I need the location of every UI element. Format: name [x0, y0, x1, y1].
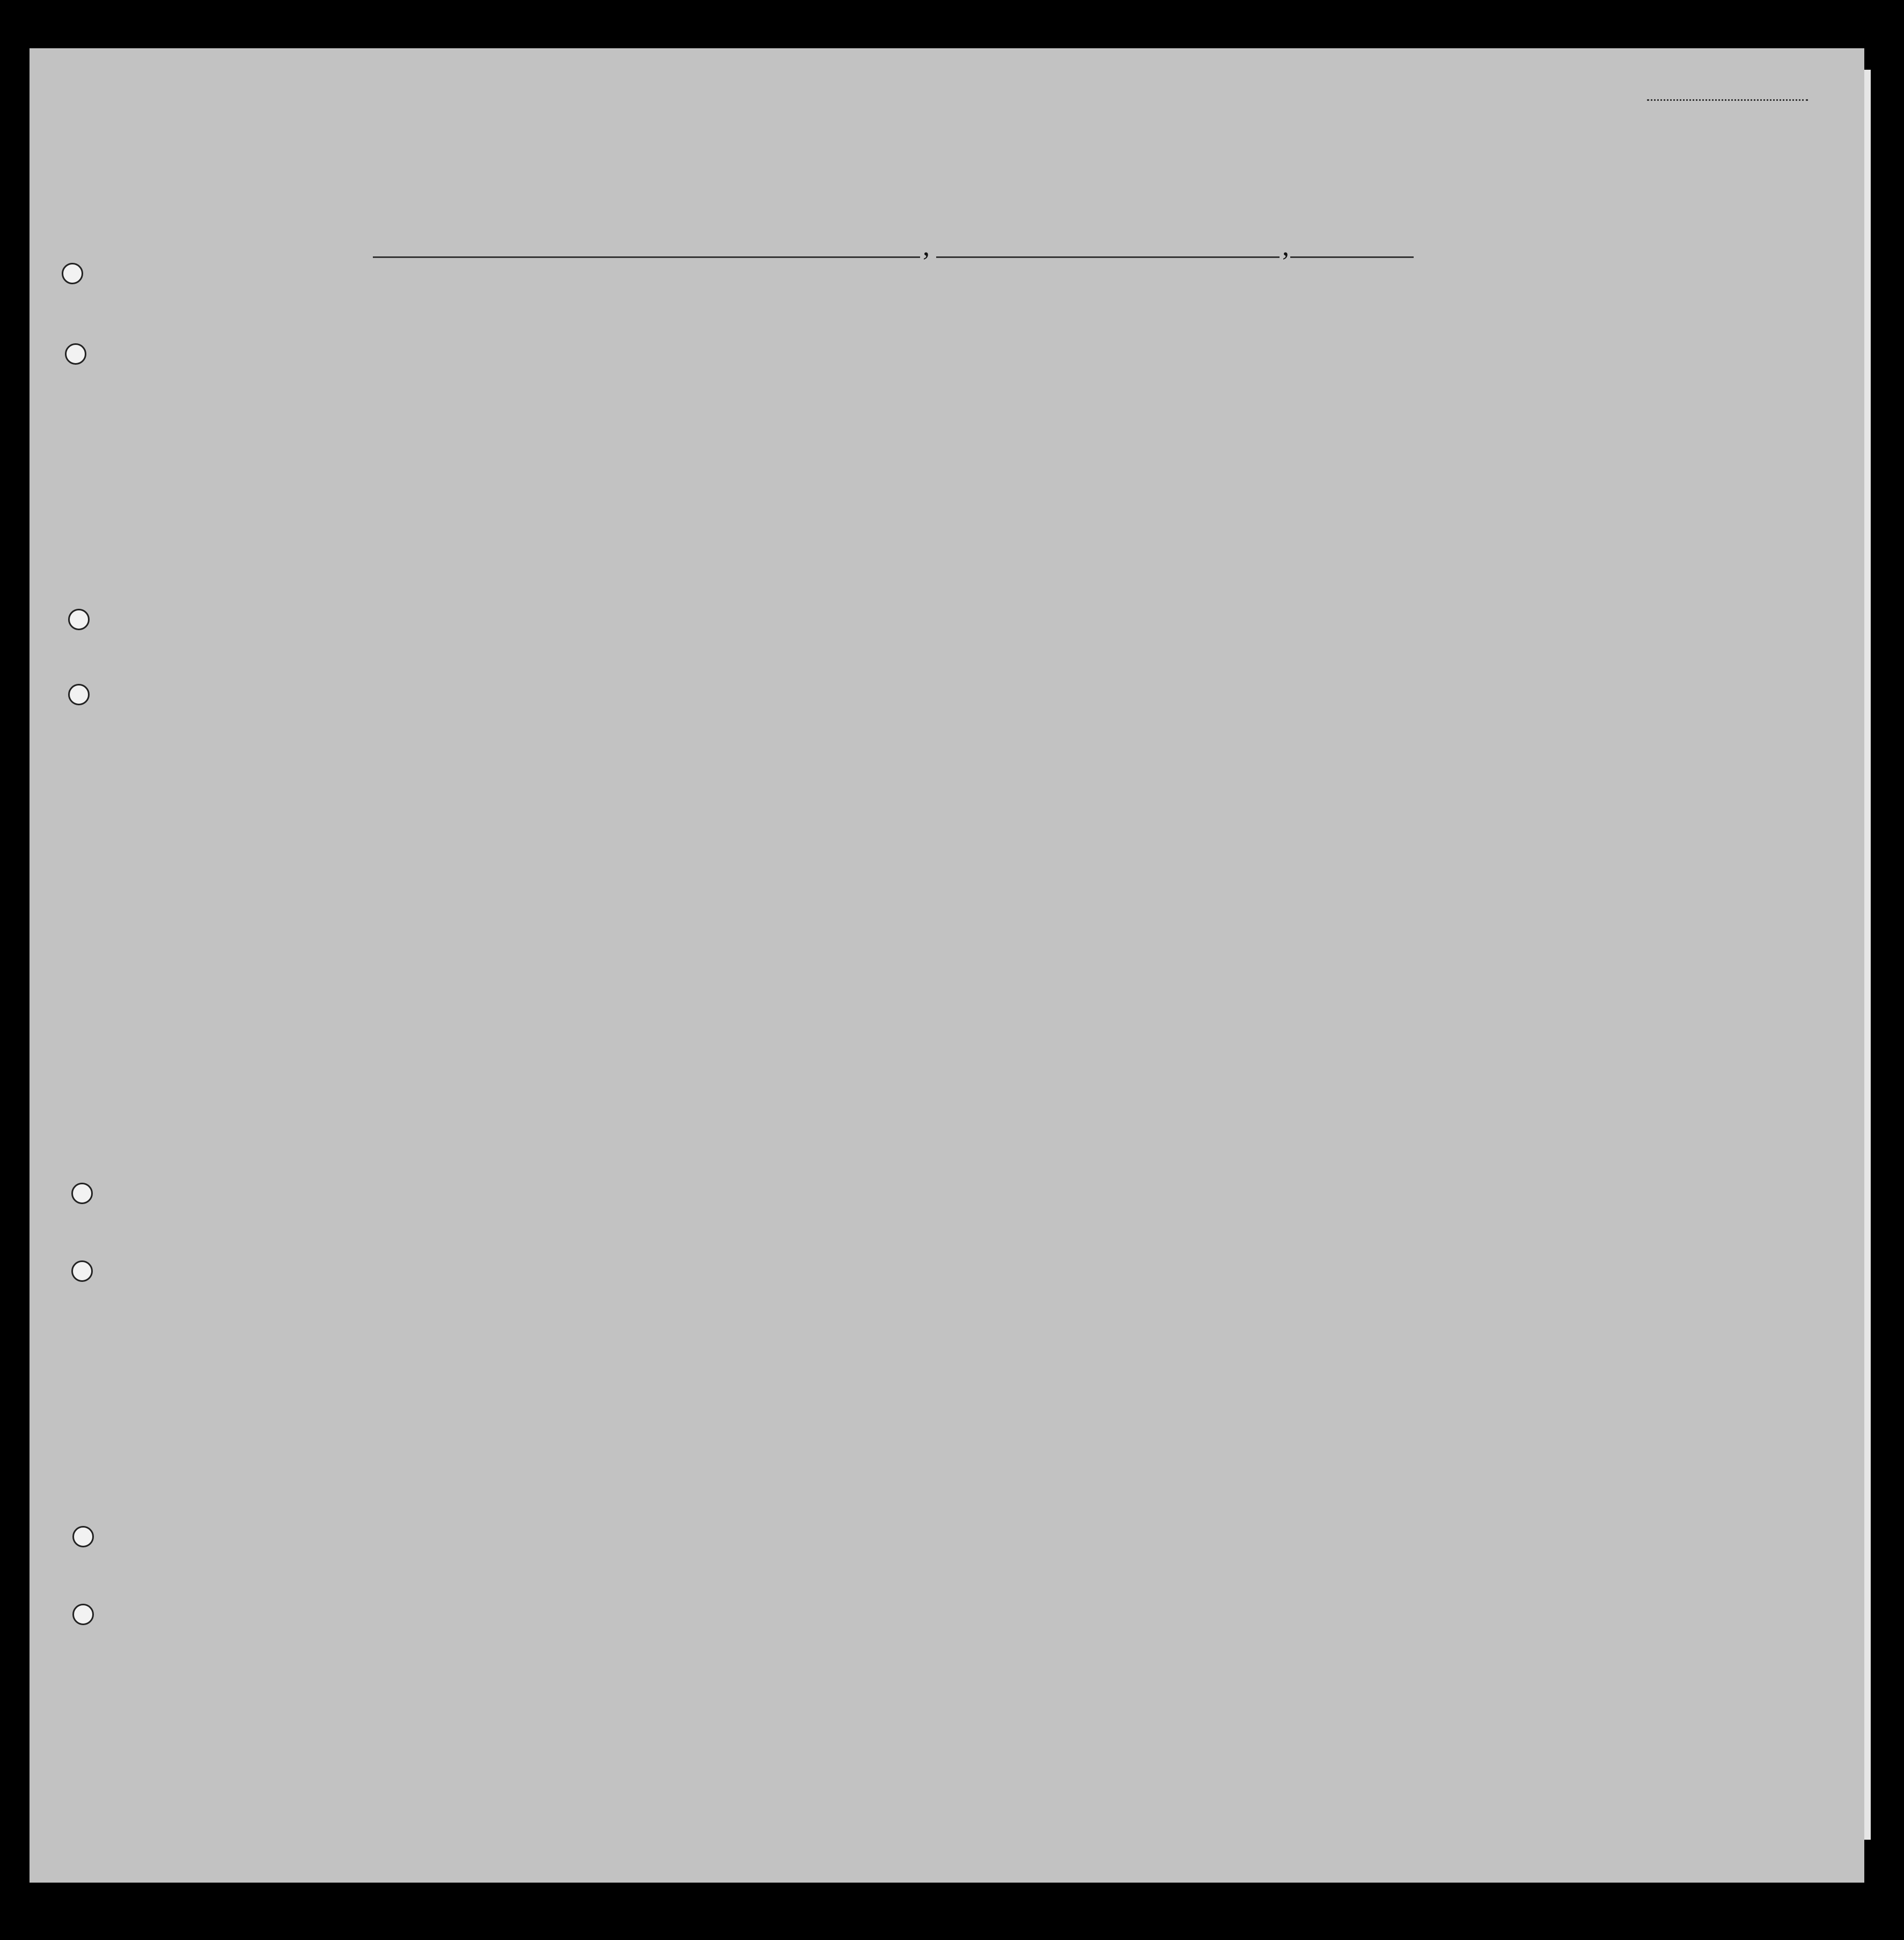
year-line — [1290, 256, 1414, 258]
binder-hole — [68, 684, 90, 705]
binder-hole — [68, 609, 90, 630]
binder-hole — [72, 1526, 94, 1547]
header-passage-paid — [185, 333, 298, 336]
comma-separator: , — [923, 231, 930, 262]
binder-hole — [65, 343, 86, 365]
binder-hole — [62, 263, 83, 284]
port-line — [373, 256, 920, 258]
manifest-sheet — [30, 48, 1864, 1883]
date-line — [936, 256, 1280, 258]
binder-hole — [72, 1604, 94, 1625]
comma-separator: , — [1282, 231, 1289, 262]
list-number-line — [1647, 99, 1808, 101]
binder-hole — [71, 1183, 93, 1204]
binder-hole — [71, 1260, 93, 1282]
